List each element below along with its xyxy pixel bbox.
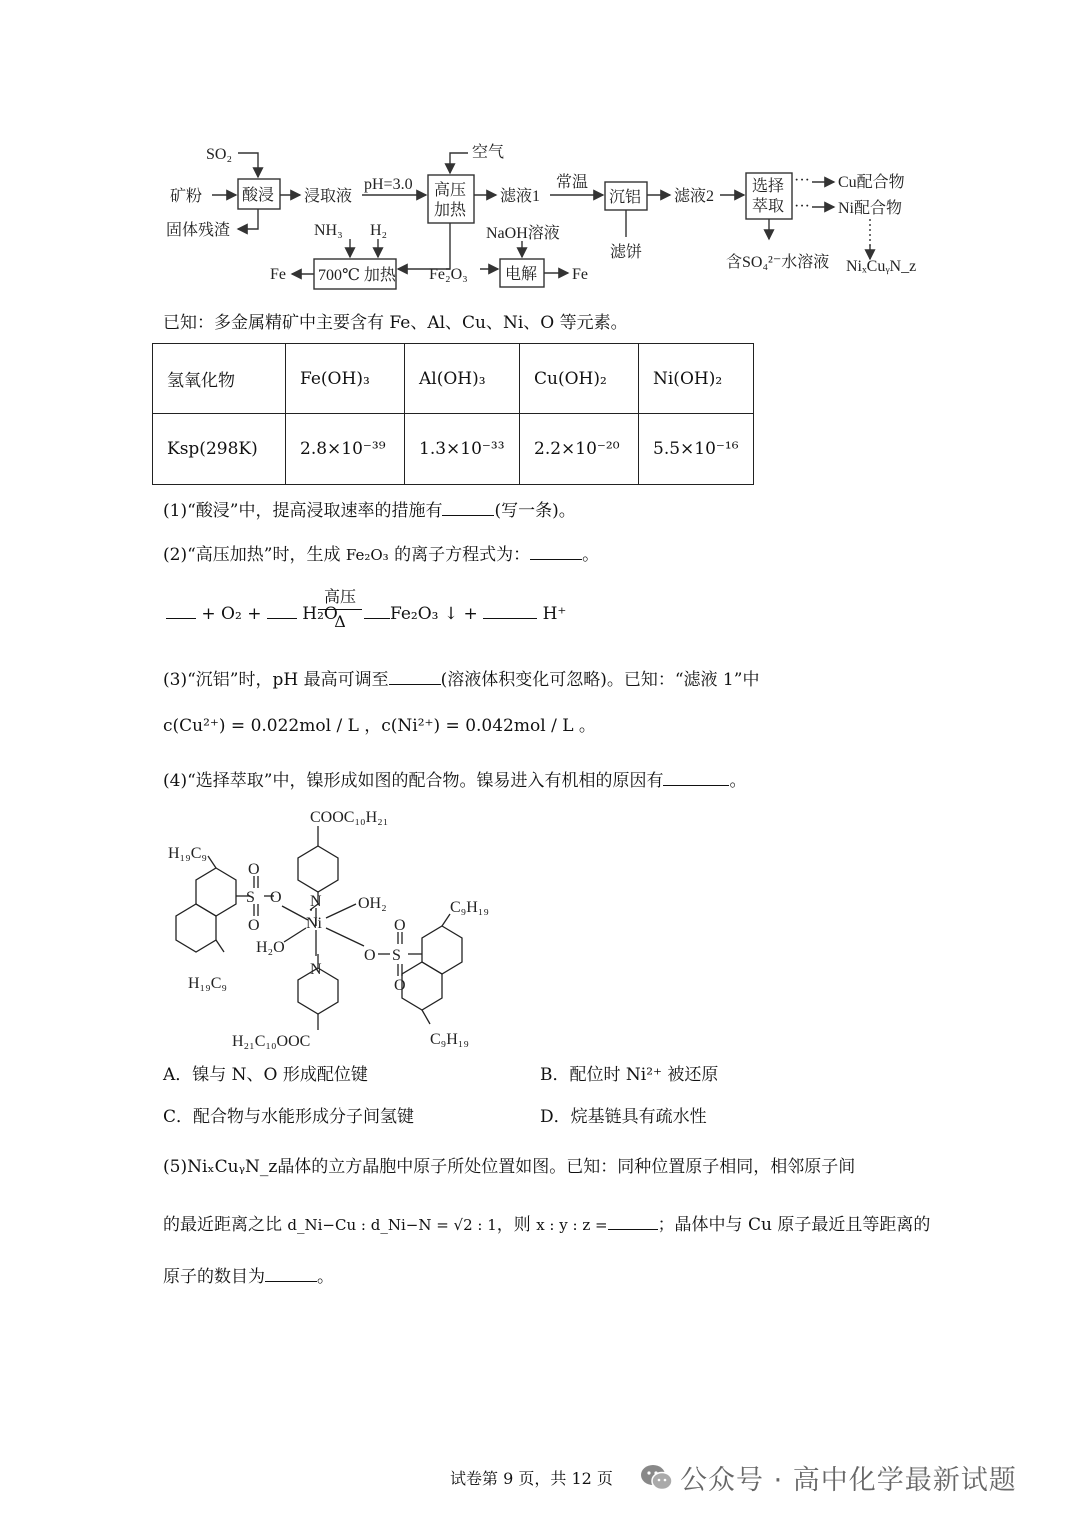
atom-o-left-bot: O xyxy=(248,917,260,934)
label-nixcuynz: NiₓCuᵧN_z xyxy=(846,258,917,275)
label-filtrate1: 滤液1 xyxy=(500,188,541,205)
question-1 xyxy=(163,497,576,523)
eq-h: H⁺ xyxy=(542,604,567,624)
label-cu-complex: Cu配合物 xyxy=(838,174,905,191)
table-header-cell: Fe(OH)₃ xyxy=(286,344,405,414)
atom-s-left: S xyxy=(246,889,255,906)
ksp-table xyxy=(152,343,754,485)
label-room-temp: 常温 xyxy=(556,174,589,191)
option-b[interactable]: B．配位时 Ni²⁺ 被还原 xyxy=(540,1065,719,1085)
label-h2: H₂ xyxy=(370,222,388,239)
table-cell: 2.8×10⁻³⁹ xyxy=(286,414,405,485)
coef-blank[interactable] xyxy=(364,600,390,619)
label-dots-1: ··· xyxy=(794,172,810,189)
group-c9h19-tr: C₉H₁₉ xyxy=(450,899,489,916)
q4-end: 。 xyxy=(729,771,747,791)
label-filtrate2: 滤液2 xyxy=(674,188,715,205)
q2-end: 。 xyxy=(582,545,600,565)
coef-blank[interactable] xyxy=(166,600,196,619)
group-ooc-bot: H₂₁C₁₀OOC xyxy=(232,1033,311,1050)
answer-blank[interactable] xyxy=(389,666,441,685)
q5-end: 。 xyxy=(317,1267,334,1287)
question-4 xyxy=(163,767,746,793)
label-filter-cake: 滤饼 xyxy=(610,244,643,261)
wechat-icon xyxy=(640,1463,674,1493)
coef-blank[interactable] xyxy=(483,600,537,619)
q5-ratio-intro: 的最近距离之比 xyxy=(163,1215,282,1235)
ligand-oh2: OH₂ xyxy=(358,895,387,912)
q2-text: (2)“高压加热”时，生成 xyxy=(163,545,341,565)
label-residue: 固体残渣 xyxy=(166,222,231,239)
eq-o2: + O₂ + xyxy=(201,604,262,624)
answer-blank[interactable] xyxy=(608,1211,658,1230)
table-cell: 1.3×10⁻³³ xyxy=(405,414,520,485)
option-c[interactable]: C．配合物与水能形成分子间氢键 xyxy=(163,1107,415,1127)
q5-number: (5) xyxy=(163,1157,188,1177)
label-al-precip: 沉铝 xyxy=(609,189,642,206)
process-flow-diagram xyxy=(150,135,940,295)
group-c9h19-br: C₉H₁₉ xyxy=(430,1031,469,1048)
atom-o-left-link: O xyxy=(270,889,282,906)
q5-formula: NiₓCuᵧN_z xyxy=(187,1157,278,1177)
atom-o-right-bot: O xyxy=(394,977,406,994)
label-ph: pH=3.0 xyxy=(364,176,413,193)
q3-text: (3)“沉铝”时，pH 最高可调至 xyxy=(163,670,389,690)
ligand-h2o: H₂O xyxy=(256,939,285,956)
atom-n-top: N xyxy=(310,893,322,910)
atom-o-right-top: O xyxy=(394,917,406,934)
atom-s-right: S xyxy=(392,947,401,964)
answer-blank[interactable] xyxy=(442,497,494,516)
q1-text: (1)“酸浸”中，提高浸取速率的措施有 xyxy=(163,501,443,521)
q1-tail: (写一条)。 xyxy=(494,501,576,521)
label-700: 700℃ 加热 xyxy=(318,267,396,284)
q5-text3: 原子的数目为 xyxy=(163,1267,265,1287)
atom-n-bot: N xyxy=(310,961,322,978)
answer-blank[interactable] xyxy=(265,1263,317,1282)
known-statement: 已知：多金属精矿中主要含有 Fe、Al、Cu、Ni、O 等元素。 xyxy=(163,313,628,333)
q2-fe2o3: Fe₂O₃ xyxy=(345,546,389,564)
q2-tail: 的离子方程式为： xyxy=(394,545,531,565)
question-5-line3 xyxy=(163,1263,334,1289)
question-5-line1 xyxy=(163,1155,855,1179)
ionic-equation-right xyxy=(364,600,566,626)
atom-ni: Ni xyxy=(306,915,322,932)
coef-blank[interactable] xyxy=(267,600,297,619)
eq-fe2o3: Fe₂O₃ ↓ + xyxy=(390,604,478,624)
ionic-equation xyxy=(166,600,338,626)
table-cell: Ksp(298K) xyxy=(153,414,286,485)
label-ni-complex: Ni配合物 xyxy=(838,200,903,217)
watermark-text: 公众号 · 高中化学最新试题 xyxy=(680,1465,1017,1496)
table-header-cell: 氢氧化物 xyxy=(153,344,286,414)
table-cell: 2.2×10⁻²⁰ xyxy=(520,414,639,485)
label-leach-liquid: 浸取液 xyxy=(304,188,353,205)
label-naoh: NaOH溶液 xyxy=(486,225,560,242)
label-dots-2: ··· xyxy=(794,198,810,215)
table-cell: 5.5×10⁻¹⁶ xyxy=(639,414,754,485)
question-5-line2 xyxy=(163,1211,930,1237)
label-ore: 矿粉 xyxy=(170,188,203,205)
nickel-complex-structure xyxy=(160,798,520,1060)
q3-tail: (溶液体积变化可忽略)。已知：“滤液 1”中 xyxy=(440,670,760,690)
label-select-1: 选择 xyxy=(752,178,785,195)
option-a[interactable]: A．镍与 N、O 形成配位键 xyxy=(163,1065,368,1085)
option-d[interactable]: D．烷基链具有疏水性 xyxy=(540,1107,707,1127)
question-2 xyxy=(163,541,599,567)
label-so2: SO₂ xyxy=(206,146,233,163)
label-acid-leach: 酸浸 xyxy=(242,187,275,204)
label-hp-2: 加热 xyxy=(434,202,467,219)
eq-cond-top: 高压 xyxy=(323,587,356,606)
q3-concentrations: c(Cu²⁺) = 0.022mol / L ，c(Ni²⁺) = 0.042mol / L 。 xyxy=(163,716,596,736)
label-fe2o3: Fe₂O₃ xyxy=(429,266,468,283)
page-footer: 试卷第 9 页，共 12 页 xyxy=(450,1469,613,1488)
answer-blank[interactable] xyxy=(663,767,729,786)
table-header-cell: Cu(OH)₂ xyxy=(520,344,639,414)
watermark xyxy=(640,1458,1017,1497)
group-cooc-top: COOC₁₀H₂₁ xyxy=(310,809,389,826)
atom-o-right-link: O xyxy=(364,947,376,964)
group-h19c9-tl: H₁₉C₉ xyxy=(168,845,207,862)
label-fe-left: Fe xyxy=(270,266,286,283)
q5-ratio: d_Ni−Cu : d_Ni−N = √2 : 1 xyxy=(287,1216,497,1234)
eq-h2o: H₂O xyxy=(302,604,338,624)
label-select-2: 萃取 xyxy=(752,198,785,215)
q5-xyz: x : y : z = xyxy=(536,1216,608,1234)
label-fe-right: Fe xyxy=(572,266,588,283)
answer-blank[interactable] xyxy=(530,541,582,560)
eq-cond-bot: Δ xyxy=(334,612,346,631)
q5-text2: ；晶体中与 Cu 原子最近且等距离的 xyxy=(657,1215,931,1235)
label-nh3: NH₃ xyxy=(314,222,343,239)
label-air: 空气 xyxy=(472,144,505,161)
label-hp-1: 高压 xyxy=(434,182,467,199)
q5-text: 晶体的立方晶胞中原子所处位置如图。已知：同种位置原子相同，相邻原子间 xyxy=(277,1157,856,1177)
label-so4-water: 含SO₄²⁻水溶液 xyxy=(726,254,830,271)
label-electrolysis: 电解 xyxy=(505,266,538,283)
table-header-cell: Al(OH)₃ xyxy=(405,344,520,414)
atom-o-left-top: O xyxy=(248,861,260,878)
eq-condition xyxy=(318,586,362,632)
q4-text: (4)“选择萃取”中，镍形成如图的配合物。镍易进入有机相的原因有 xyxy=(163,771,664,791)
group-h19c9-bl: H₁₉C₉ xyxy=(188,975,227,992)
table-header-cell: Ni(OH)₂ xyxy=(639,344,754,414)
q5-then: ，则 xyxy=(496,1215,531,1235)
question-3 xyxy=(163,666,759,692)
